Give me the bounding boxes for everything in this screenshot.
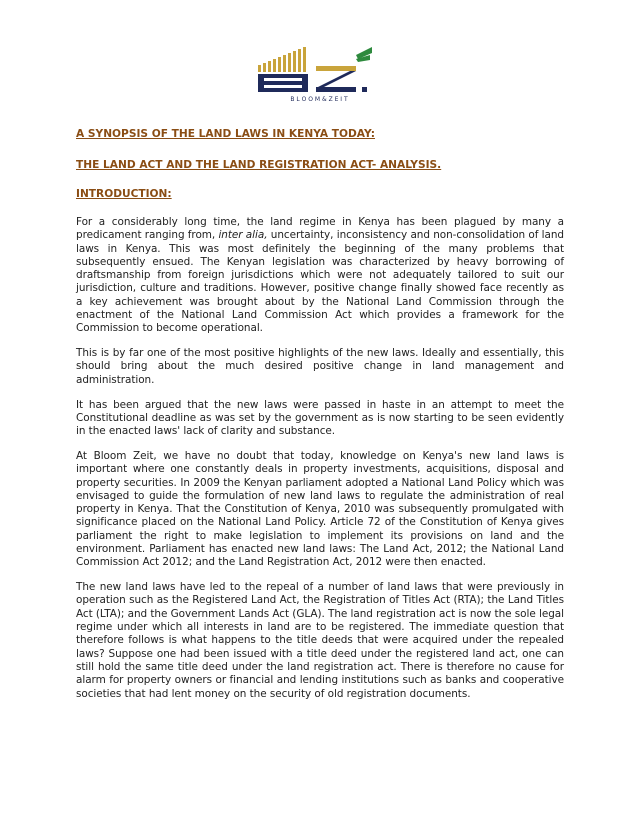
section-heading-introduction: INTRODUCTION:: [76, 188, 172, 200]
logo-tagline: B L O O M & Z E I T: [290, 96, 348, 103]
document-body: [76, 128, 564, 701]
document-subtitle: THE LAND ACT AND THE LAND REGISTRATION ACT- ANALYSIS.: [76, 159, 442, 171]
paragraph-1: [76, 216, 564, 336]
bloom-zeit-logo: [252, 47, 386, 103]
paragraph-1-text-a: For a considerably long time, the land regime in Kenya has been plagued by many a predicament ranging from,: [76, 216, 564, 242]
paragraph-1-emphasis: inter alia,: [218, 229, 268, 242]
document-title: A SYNOPSIS OF THE LAND LAWS IN KENYA TODAY:: [76, 128, 375, 140]
paragraph-4: At Bloom Zeit, we have no doubt that today, knowledge on Kenya's new land laws is important where one constantly deals in property investments, acquisitions, disposal and property securities. In 2009 the Kenyan parliament adopted a National Land Policy which was envisaged to guide the formulation of new land laws to regulate the administration of real property in Kenya. That the Constitution of Kenya, 2010 was subsequently promulgated with significance placed on the National Land Policy. Article 72 of the Constitution of Kenya gives parliament the right to make legislation to implement its provisions on land and the environment. Parliament has enacted new land laws: The Land Act, 2012; the National Land Commission Act 2012; and the Land Registration Act, 2012 were then enacted.: [76, 449, 564, 569]
paragraph-2: This is by far one of the most positive highlights of the new laws. Ideally and essentially, this should bring about the much desired positive change in land management and administration.: [76, 347, 564, 386]
paragraph-1-text-b: uncertainty, inconsistency and non-consolidation of land laws in Kenya. This was most definitely the beginning of the many problems that subsequently ensued. The Kenyan legislation was characterized by heavy borrowing of draftsmanship from foreign jurisdictions which were not adequately tailored to suit our jurisdiction, culture and traditions. However, positive change finally showed face recently as a key achievement was brought about by the National Land Commission through the enactment of the National Land Commission Act which provides a framework for the Commission to become operational.: [76, 229, 564, 335]
paragraph-5: The new land laws have led to the repeal of a number of land laws that were previously in operation such as the Registered Land Act, the Registration of Titles Act (RTA); the Land Titles Act (LTA); and the Government Lands Act (GLA). The land registration act is now the sole legal regime under which all interests in land are to be registered. The immediate question that therefore follows is what happens to the title deeds that were acquired under the repealed laws? Suppose one had been issued with a title deed under the registered land act, one can still hold the same title deed under the land registration act. There is therefore no cause for alarm for property owners or financial and lending institutions such as banks and cooperative societies that had lent money on the security of old registration documents.: [76, 581, 564, 700]
bz-logo-mark: [252, 47, 386, 103]
paragraph-3: It has been argued that the new laws were passed in haste in an attempt to meet the Constitutional deadline as was set by the government as is now starting to be seen evidently in the enacted laws' lack of clarity and substance.: [76, 398, 564, 438]
